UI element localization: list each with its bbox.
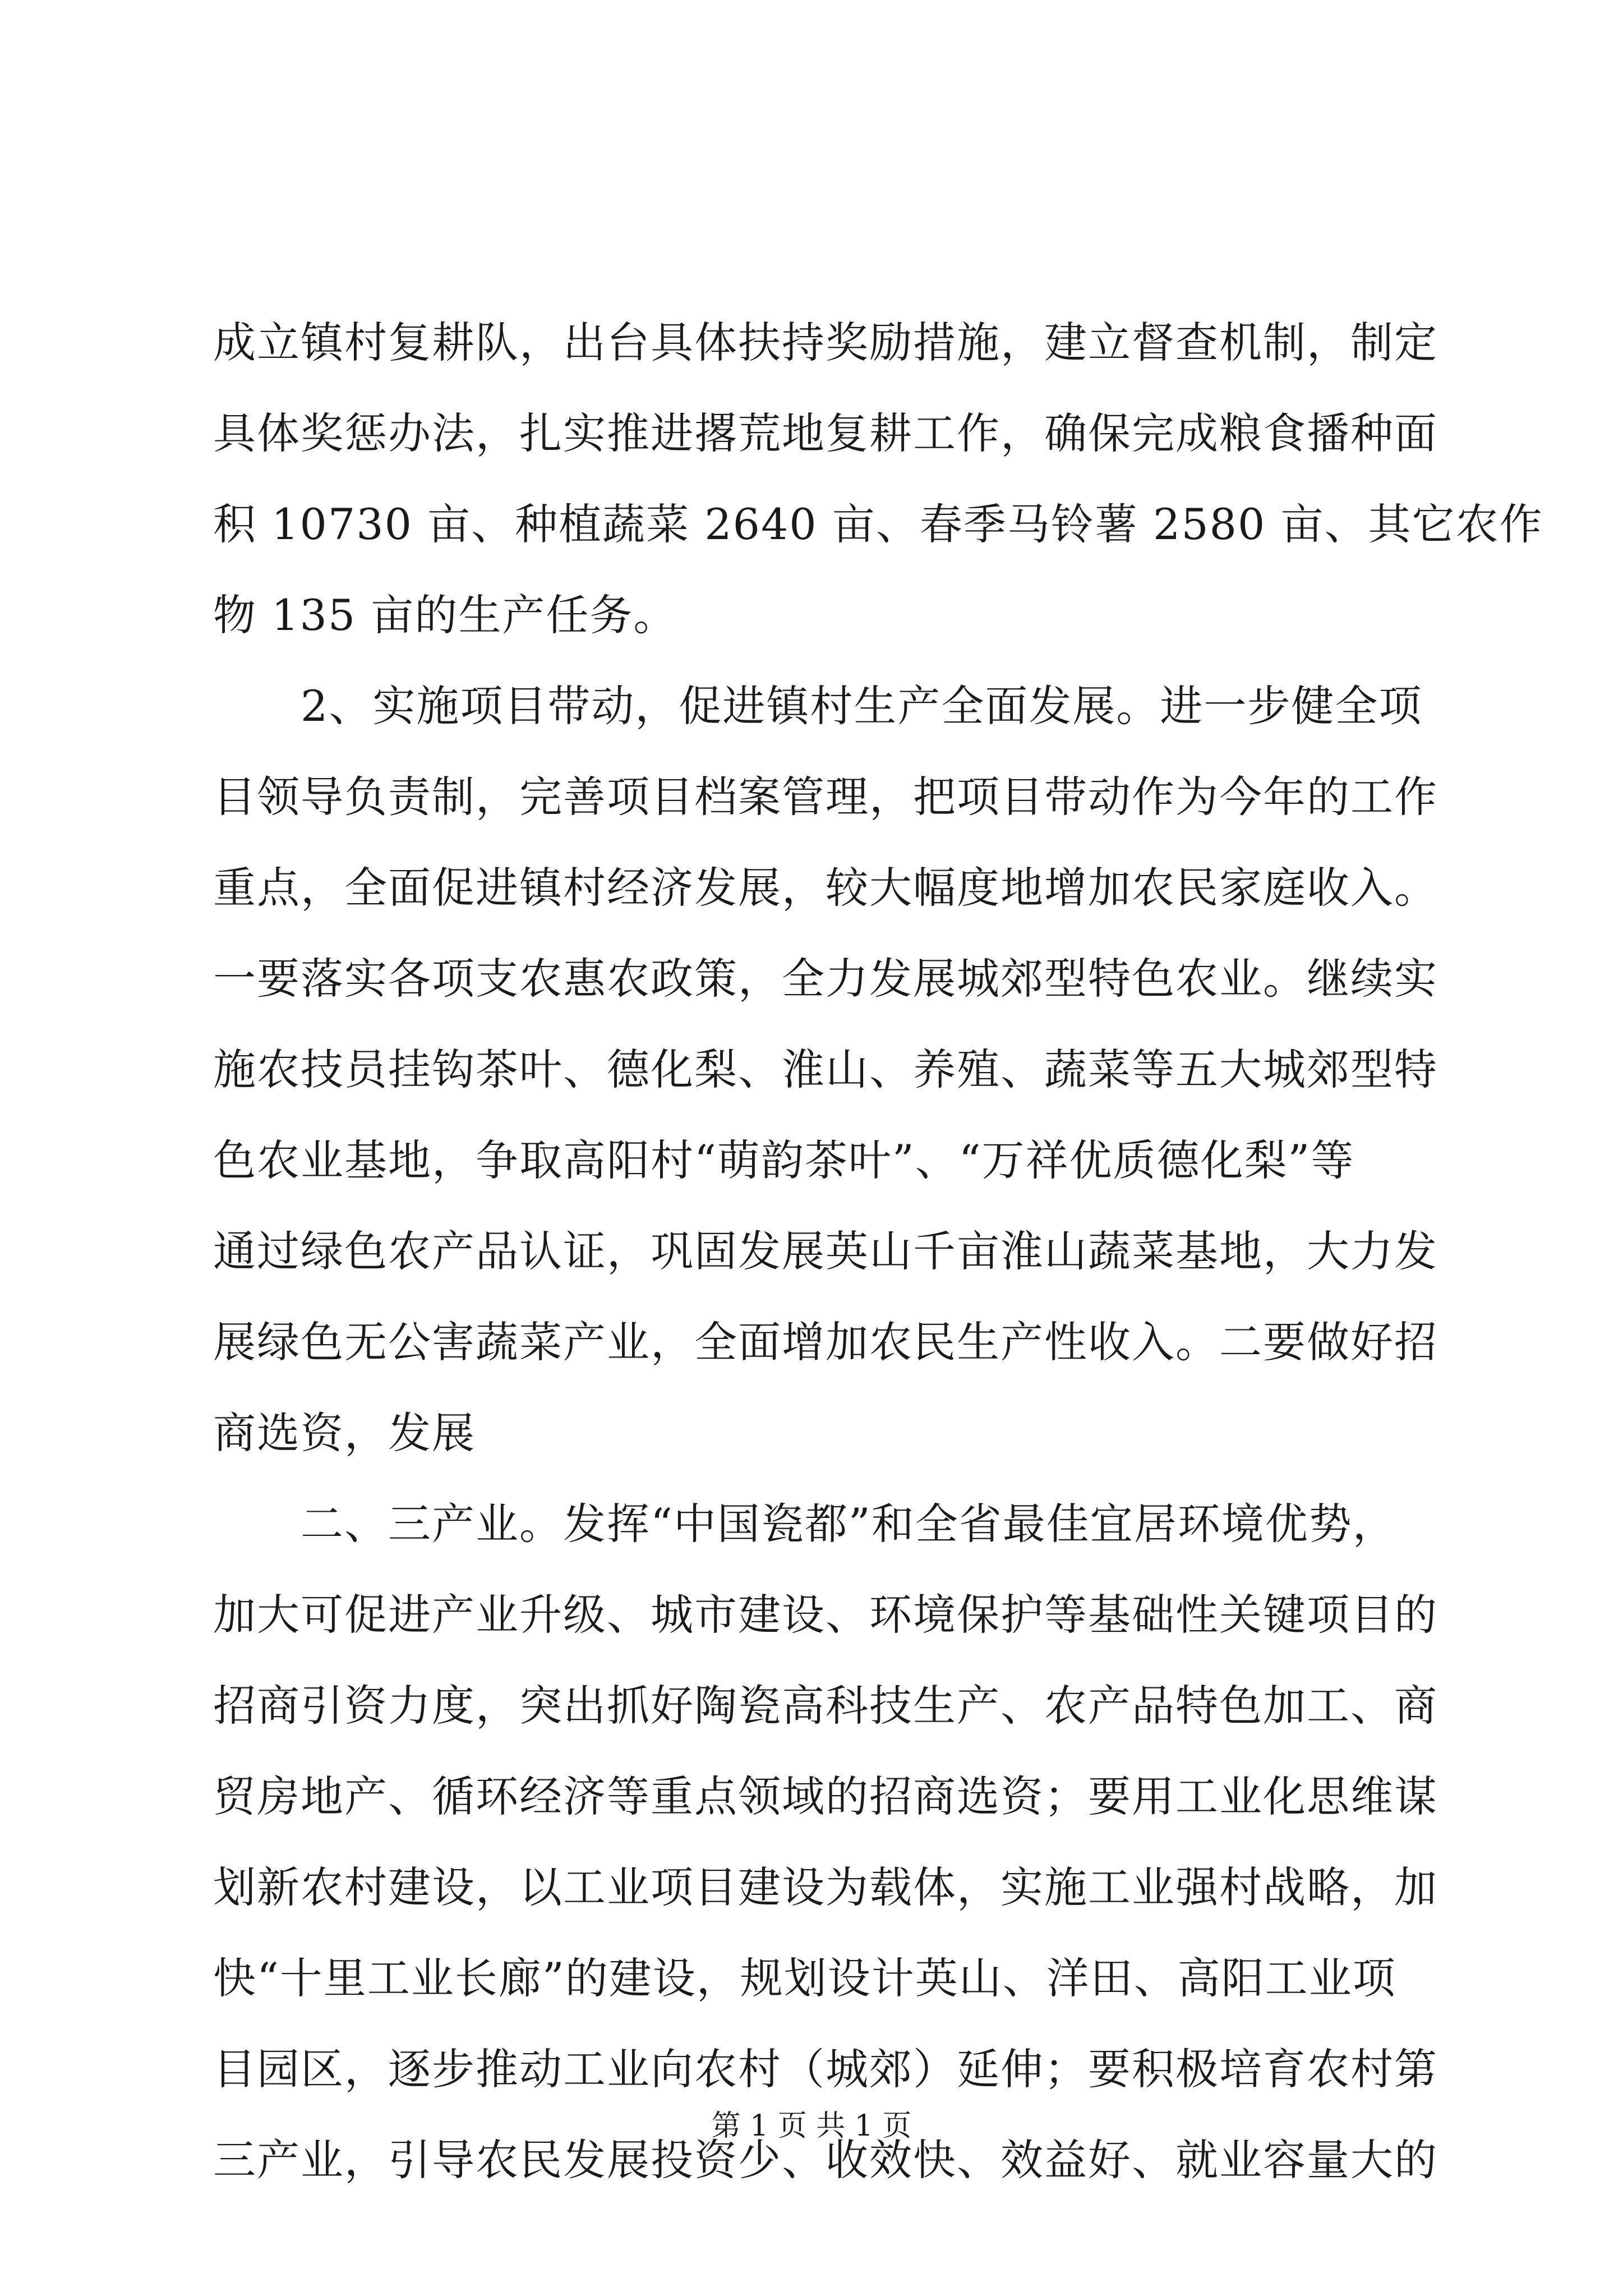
text-line: 商选资，发展 [213, 1408, 476, 1458]
page-footer [0, 2106, 1623, 2146]
text-line: 二、三产业。发挥“中国瓷都”和全省最佳宜居环境优势， [213, 1499, 1396, 1549]
text-line: 物 135 亩的生产任务。 [213, 590, 677, 640]
text-line: 2、实施项目带动，促进镇村生产全面发展。进一步健全项 [213, 681, 1423, 731]
text-line: 积 10730 亩、种植蔬菜 2640 亩、春季马铃薯 2580 亩、其它农作 [213, 499, 1543, 549]
text-line: 加大可促进产业升级、城市建设、环境保护等基础性关键项目的 [213, 1590, 1438, 1640]
text-line: 一要落实各项支农惠农政策，全力发展城郊型特色农业。继续实 [213, 954, 1438, 1004]
text-line: 施农技员挂钩茶叶、德化梨、淮山、养殖、蔬菜等五大城郊型特 [213, 1045, 1438, 1094]
text-line: 招商引资力度，突出抓好陶瓷高科技生产、农产品特色加工、商 [213, 1681, 1438, 1731]
body-text [213, 297, 1543, 2206]
text-line: 目园区，逐步推动工业向农村（城郊）延伸；要积极培育农村第 [213, 2044, 1438, 2094]
text-line: 划新农村建设，以工业项目建设为载体，实施工业强村战略，加 [213, 1862, 1438, 1912]
page-number-label: 第 1 页 共 1 页 [711, 2109, 912, 2143]
text-line: 贸房地产、循环经济等重点领域的招商选资；要用工业化思维谋 [213, 1772, 1438, 1821]
text-line: 快“十里工业长廊”的建设，规划设计英山、洋田、高阳工业项 [213, 1953, 1396, 2003]
text-line: 具体奖惩办法，扎实推进撂荒地复耕工作，确保完成粮食播种面 [213, 408, 1438, 458]
text-line: 成立镇村复耕队，出台具体扶持奖励措施，建立督查机制，制定 [213, 318, 1438, 367]
text-line: 目领导负责制，完善项目档案管理，把项目带动作为今年的工作 [213, 772, 1438, 822]
text-line: 通过绿色农产品认证，巩固发展英山千亩淮山蔬菜基地，大力发 [213, 1226, 1438, 1276]
text-line: 展绿色无公害蔬菜产业，全面增加农民生产性收入。二要做好招 [213, 1317, 1438, 1367]
text-line: 重点，全面促进镇村经济发展，较大幅度地增加农民家庭收入。 [213, 863, 1438, 913]
text-line: 三产业，引导农民发展投资少、收效快、效益好、就业容量大的 [213, 2135, 1438, 2185]
text-line: 色农业基地，争取高阳村“萌韵茶叶”、“万祥优质德化梨”等 [213, 1135, 1355, 1185]
